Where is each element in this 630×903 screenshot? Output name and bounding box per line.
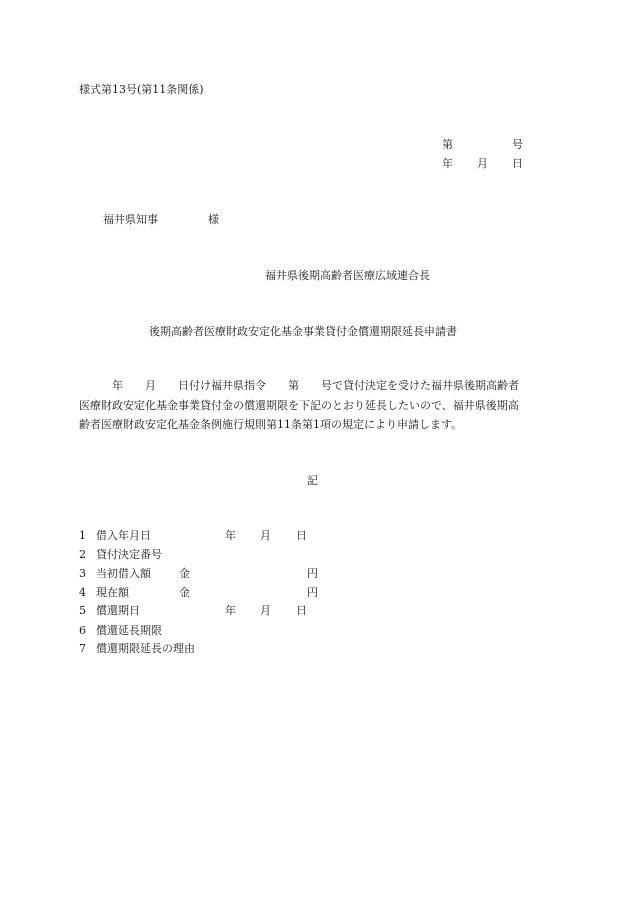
addressee-honorific: 様 bbox=[208, 213, 219, 226]
applicant-name: 福井県後期高齢者医療広域連合長 bbox=[265, 269, 430, 282]
document-number-suffix: 号 bbox=[512, 138, 523, 151]
year-label: 年 bbox=[225, 529, 236, 542]
item-number: 7 bbox=[79, 642, 86, 655]
item-label: 現在額 bbox=[96, 586, 129, 599]
item-label: 当初借入額 bbox=[96, 567, 151, 580]
date-month-label: 月 bbox=[477, 157, 488, 170]
item-number: 4 bbox=[79, 586, 86, 599]
kin-label: 金 bbox=[179, 567, 190, 580]
kin-label: 金 bbox=[179, 586, 190, 599]
item-repayment-date bbox=[79, 605, 339, 619]
item-loan-decision-number bbox=[79, 549, 339, 563]
document-title: 後期高齢者医療財政安定化基金事業貸付金償還期限延長申請書 bbox=[149, 325, 457, 338]
document-number-prefix: 第 bbox=[442, 138, 453, 151]
item-initial-amount bbox=[79, 568, 339, 582]
item-number: 1 bbox=[79, 529, 86, 542]
item-extension-deadline bbox=[79, 625, 339, 639]
item-label: 償還期日 bbox=[96, 604, 140, 617]
item-number: 5 bbox=[79, 604, 86, 617]
item-extension-reason bbox=[79, 643, 339, 657]
item-label: 償還延長期限 bbox=[96, 624, 162, 637]
item-number: 3 bbox=[79, 567, 86, 580]
body-text-line: 年 月 日付け福井県指令 第 号で貸付決定を受けた福井県後期高齢者 bbox=[79, 379, 519, 392]
ki-heading: 記 bbox=[307, 474, 318, 487]
item-label: 償還期限延長の理由 bbox=[96, 642, 195, 655]
item-label: 貸付決定番号 bbox=[96, 548, 162, 561]
item-borrowing-date bbox=[79, 530, 339, 544]
addressee-name: 福井県知事 bbox=[103, 213, 158, 226]
yen-label: 円 bbox=[307, 586, 318, 599]
year-label: 年 bbox=[225, 604, 236, 617]
day-label: 日 bbox=[296, 529, 307, 542]
item-label: 借入年月日 bbox=[96, 529, 151, 542]
form-number: 様式第13号(第11条関係) bbox=[79, 83, 204, 96]
month-label: 月 bbox=[260, 604, 271, 617]
body-text-line: 齢者医療財政安定化基金条例施行規則第11条第1項の規定により申請します。 bbox=[79, 418, 463, 431]
day-label: 日 bbox=[296, 604, 307, 617]
yen-label: 円 bbox=[307, 567, 318, 580]
date-day-label: 日 bbox=[512, 157, 523, 170]
month-label: 月 bbox=[260, 529, 271, 542]
date-year-label: 年 bbox=[442, 157, 453, 170]
item-number: 6 bbox=[79, 624, 86, 637]
item-number: 2 bbox=[79, 548, 86, 561]
body-text-line: 医療財政安定化基金事業貸付金の償還期限を下記のとおり延長したいので、福井県後期高 bbox=[79, 399, 519, 412]
item-current-amount bbox=[79, 587, 339, 601]
